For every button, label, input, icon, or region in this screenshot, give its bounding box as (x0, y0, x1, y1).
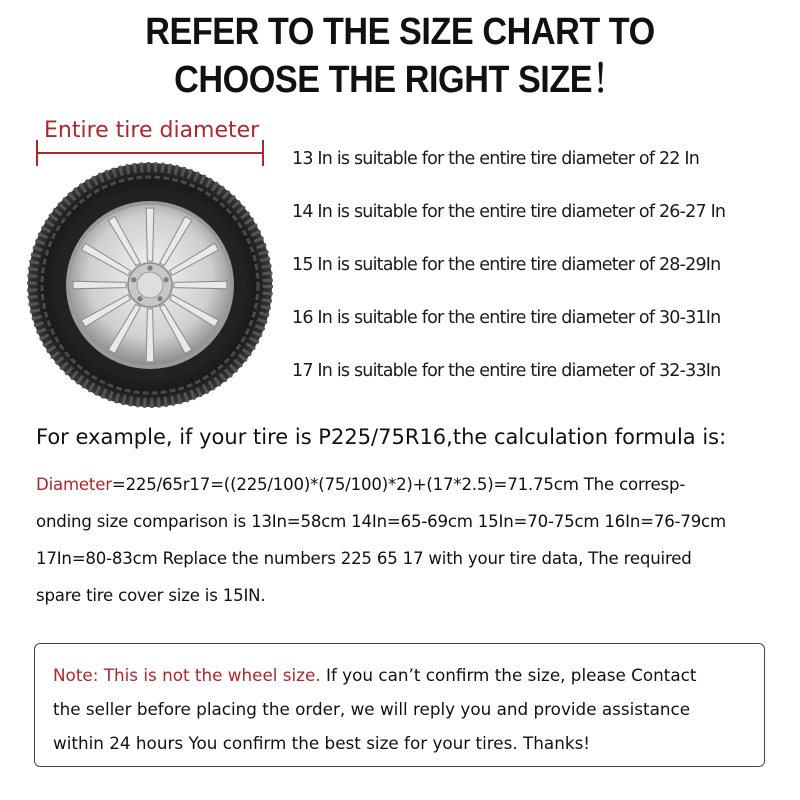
title-line-1: REFER TO THE SIZE CHART TO (145, 11, 655, 53)
diameter-label: Entire tire diameter (44, 118, 260, 143)
size-row-17: 17 In is suitable for the entire tire diameter of 32-33In (292, 361, 721, 381)
example-heading: For example, if your tire is P225/75R16,the calculation formula is: (36, 425, 727, 449)
formula-text: =225/65r17=((225/100)*(75/100)*2)+(17*2.5)=71.75cm The corresp- (111, 475, 686, 494)
size-chart-list (292, 145, 792, 410)
note-warning: Note: This is not the wheel size. (53, 665, 321, 685)
title-line-2: CHOOSE THE RIGHT SIZE！ (174, 59, 626, 101)
note-line-2: the seller before placing the order, we will reply you and provide assistance (53, 699, 691, 719)
size-row-15: 15 In is suitable for the entire tire diameter of 28-29In (292, 255, 721, 275)
note-line-1 (53, 658, 746, 692)
note-box (34, 643, 765, 767)
diameter-word: Diameter (36, 475, 112, 494)
page-title (40, 8, 760, 104)
formula-line-4: spare tire cover size is 15IN. (36, 586, 266, 605)
size-row-14: 14 In is suitable for the entire tire diameter of 26-27 In (292, 202, 726, 222)
formula-line-1 (36, 466, 771, 503)
size-row-13: 13 In is suitable for the entire tire diameter of 22 In (292, 149, 700, 169)
tire-icon (25, 160, 275, 410)
size-row-16: 16 In is suitable for the entire tire diameter of 30-31In (292, 308, 721, 328)
formula-paragraph (36, 466, 771, 614)
note-line-3: within 24 hours You confirm the best size for your tires. Thanks! (53, 733, 591, 753)
diameter-dimension-line (36, 152, 264, 154)
formula-line-2: onding size comparison is 13In=58cm 14In=65-69cm 15In=70-75cm 16In=76-79cm (36, 512, 726, 531)
note-text: If you can’t confirm the size, please Contact (320, 665, 697, 685)
formula-line-3: 17In=80-83cm Replace the numbers 225 65 17 with your tire data, The required (36, 549, 692, 568)
